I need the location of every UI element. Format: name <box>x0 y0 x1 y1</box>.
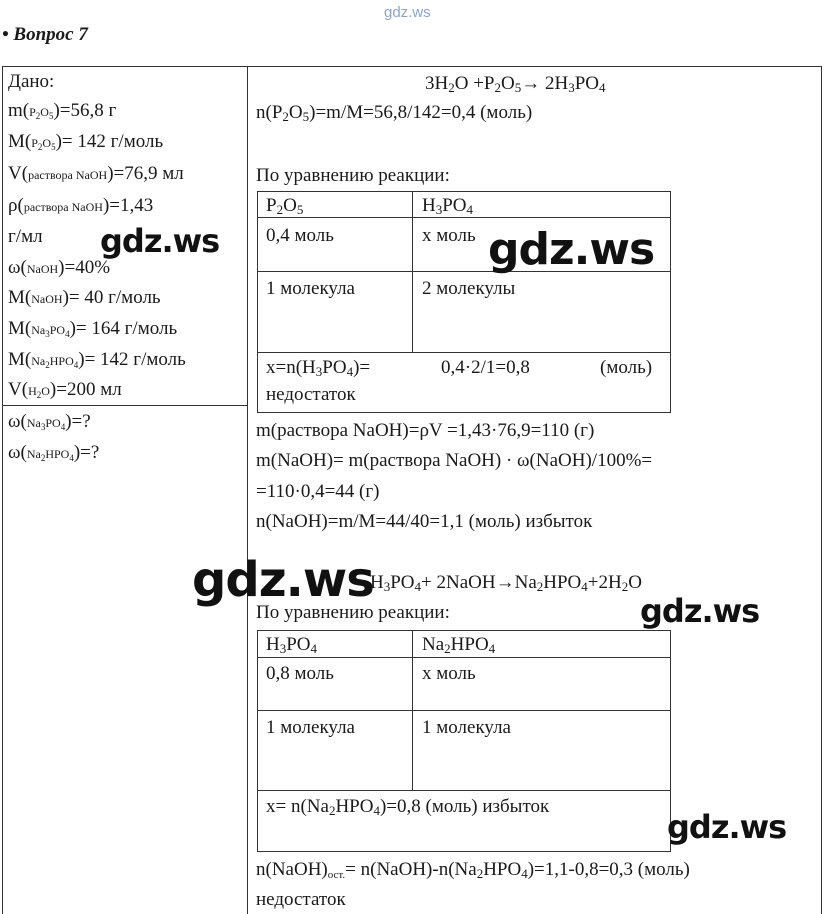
by-equation-1: По уравнению реакции: <box>256 165 450 186</box>
t2-mid <box>412 630 413 791</box>
t1-r3-mid: 0,4·2/1=0,8 <box>441 357 530 378</box>
t2-r2c1: 1 молекула <box>266 717 355 738</box>
border-mid <box>247 66 248 914</box>
given-M-p2o5: $M(P_2O_5)= 142$ г/моль <box>8 131 164 152</box>
find-na2hpo4: $\omega(Na_2HPO_4)=$? <box>8 442 100 463</box>
t2-row3 <box>257 790 671 791</box>
t1-h1: $P_2O_5$ <box>266 195 304 217</box>
t1-row1 <box>257 217 671 218</box>
given-V-naoh: V(раствора NaOH)=76,9 мл <box>8 163 184 184</box>
t2-h1: $H_3PO_4$ <box>266 634 318 656</box>
t1-r2c2: 2 молекулы <box>422 278 516 299</box>
t1-bottom <box>257 412 671 413</box>
t2-left <box>257 630 258 852</box>
t1-r3-left: $x=n(H_3PO_4)=$ <box>266 357 371 379</box>
given-divider <box>2 405 248 406</box>
given-M-naoh: M(NaOH)= 40 г/моль <box>8 287 161 308</box>
t2-h2: $Na_2HPO_4$ <box>422 634 496 656</box>
t2-bottom <box>257 851 671 852</box>
t2-r1c2: x моль <box>422 663 476 684</box>
t1-r1c1: 0,4 моль <box>266 225 334 246</box>
given-M-na3po4: $M(Na_3PO_4)= 164$ г/моль <box>8 318 178 339</box>
t2-r3: $x= n(Na_2HPO_4)=0,8$ (моль) избыток <box>266 796 550 818</box>
t1-row3 <box>257 352 671 353</box>
t1-left <box>257 191 258 413</box>
border-right <box>821 66 822 914</box>
given-m-p2o5: $m(P_2O_5)=56,8$ г <box>8 100 117 121</box>
n-naoh-rest-line2: недостаток <box>256 889 346 910</box>
reaction-2: $H_3PO_4+$ $2NaOH\to Na_2HPO_4+2H_2O$ <box>370 572 642 594</box>
find-na3po4: $\omega(Na_3PO_4)=$? <box>8 411 91 432</box>
t2-r2c2: 1 молекула <box>422 717 511 738</box>
given-M-na2hpo4: $M(Na_2HPO_4)= 142$ г/моль <box>8 349 186 370</box>
given-rho-unit: г/мл <box>8 226 43 247</box>
given-rho-naoh: ρ(раствора NaOH)=1,43 <box>8 195 154 216</box>
t1-r1c2: x моль <box>422 225 476 246</box>
watermark-4: gdz.ws <box>640 592 760 630</box>
n-naoh: n(NaOH)=m/M=44/40=1,1 (моль) избыток <box>256 511 593 532</box>
t2-row1 <box>257 657 671 658</box>
border-left <box>2 66 3 914</box>
t2-top <box>257 630 671 631</box>
watermark-1: gdz.ws <box>100 222 220 260</box>
t1-r3-line2: недостаток <box>266 384 356 405</box>
watermark-3: gdz.ws <box>192 552 374 608</box>
t2-r1c1: 0,8 моль <box>266 663 334 684</box>
page-title: • Вопрос 7 <box>2 24 88 45</box>
t1-r2c1: 1 молекула <box>266 278 355 299</box>
given-V-h2o: $V(H_2O)=200$ мл <box>8 379 122 400</box>
m-naoh: m(NaOH)= m(раствора NaOH) · ω(NaOH)/100%= <box>256 450 653 471</box>
watermark-2: gdz.ws <box>488 224 655 275</box>
watermark-top: gdz.ws <box>384 4 431 21</box>
t1-mid <box>412 191 413 353</box>
n-naoh-rest: $n(NaOH)_{ост.}=$ $n(NaOH)-n(Na_2HPO_4)=1,1-0,8=0,3$ (моль) <box>256 859 690 881</box>
m-naoh-2: =110·0,4=44 (г) <box>256 481 380 502</box>
reaction-1: $3H_2O +P_2O_5\to 2H_3PO_4$ <box>425 73 606 95</box>
t1-r3-right: (моль) <box>600 357 653 378</box>
t1-right <box>670 191 671 413</box>
by-equation-2: По уравнению реакции: <box>256 602 450 623</box>
given-omega-naoh: ω(NaOH)=40% <box>8 257 111 278</box>
given-header: Дано: <box>8 71 55 92</box>
n-p2o5: $n(P_2O_5)=m/M=56,8/142=0,4$ (моль) <box>256 102 533 124</box>
t2-row2 <box>257 710 671 711</box>
t1-top <box>257 191 671 192</box>
border-top <box>2 66 822 67</box>
m-solution: m(раствора NaOH)=ρV =1,43·76,9=110 (г) <box>256 420 595 441</box>
watermark-5: gdz.ws <box>667 808 787 846</box>
t1-h2: $H_3PO_4$ <box>422 195 474 217</box>
